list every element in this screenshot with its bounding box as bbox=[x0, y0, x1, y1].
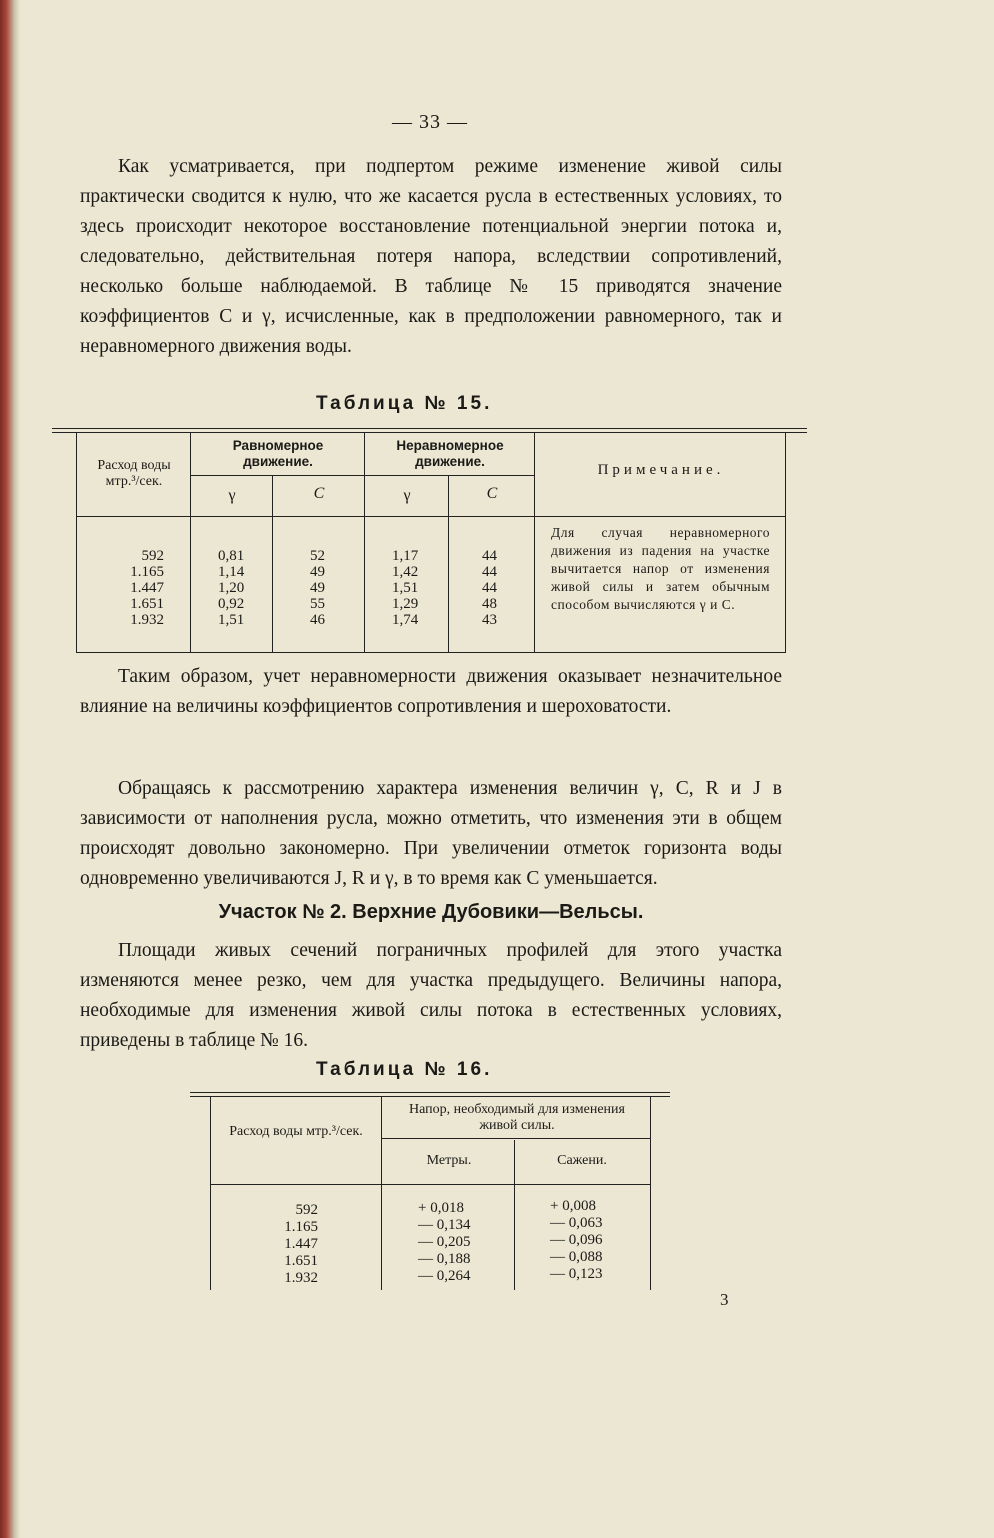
table-cell: — 0,096 bbox=[550, 1232, 603, 1248]
section-title: Участок № 2. Верхние Дубовики—Вельсы. bbox=[218, 901, 644, 923]
table-15-sub-gamma-2: γ bbox=[403, 487, 411, 504]
paragraph-3: Обращаясь к рассмотрению характера изменения величин γ, C, R и J в зависимости от наполнения русла, можно отметить, что изменения эти в общем происходят довольно закономерно. При увеличении отметок горизонта воды одновременно увеличиваются J, R и γ, в то время как C уменьшается. bbox=[80, 778, 782, 889]
table-15-divider-2 bbox=[272, 475, 273, 652]
table-cell: — 0,134 bbox=[418, 1217, 471, 1233]
table-15-col-uniform-c bbox=[310, 548, 350, 628]
table-cell: 48 bbox=[482, 596, 497, 612]
table-15-bottom-rule bbox=[76, 652, 786, 653]
table-cell: 1.932 bbox=[284, 1270, 318, 1286]
table-cell: 43 bbox=[482, 612, 497, 628]
table-cell: 1,17 bbox=[392, 548, 419, 564]
table-15-divider-3 bbox=[364, 432, 365, 652]
table-16-header-discharge: Расход воды мтр.³/сек. bbox=[229, 1124, 363, 1139]
paragraph-1: Как усматривается, при подпертом режиме изменение живой силы практически сводится к нулю, что же касается русла в естественных условиях, то здесь происходит некоторое восстановление потенциальной энергии потока и, следовательно, действительная потеря напора, вследствии сопротивлений, несколько больше наблюдаемой. В таблице № 15 приводятся значение коэффициентов C и γ, исчисленные, как в предположении равномерного, так и неравномерного движения воды. bbox=[80, 156, 782, 357]
table-15-sub-c-1: C bbox=[313, 485, 325, 502]
table-cell: 49 bbox=[310, 580, 325, 596]
table-16-top-rule-2 bbox=[190, 1096, 670, 1097]
table-cell: 55 bbox=[310, 596, 325, 612]
table-16-col-discharge bbox=[258, 1202, 318, 1287]
table-cell: 1,20 bbox=[218, 580, 245, 596]
table-15-note: Для случая неравномерного движения из падения на участке вычитается напор от изменения живой силы и затем обычным способом вычисляются γ и C. bbox=[551, 525, 770, 612]
table-15-divider-4 bbox=[448, 475, 449, 652]
table-15-subheader-rule bbox=[190, 475, 534, 476]
table-15-left-border bbox=[76, 432, 77, 652]
table-15-header-discharge: Расход воды мтр.³/сек. bbox=[97, 458, 171, 489]
table-cell: + 0,018 bbox=[418, 1200, 464, 1216]
table-15-sub-gamma-1: γ bbox=[228, 487, 236, 504]
table-cell: 1.447 bbox=[284, 1236, 318, 1252]
table-cell: — 0,264 bbox=[418, 1268, 471, 1284]
table-cell: 1.651 bbox=[284, 1253, 318, 1269]
table-cell: 44 bbox=[482, 548, 497, 564]
page-number: — 33 — bbox=[392, 111, 468, 133]
table-cell: 49 bbox=[310, 564, 325, 580]
table-cell: 1,74 bbox=[392, 612, 419, 628]
table-cell: 592 bbox=[141, 548, 164, 564]
table-cell: 1,29 bbox=[392, 596, 419, 612]
table-16-sub-meters: Метры. bbox=[426, 1153, 472, 1168]
table-cell: 1,51 bbox=[218, 612, 245, 628]
table-cell: 1,42 bbox=[392, 564, 419, 580]
table-16-title: Таблица № 16. bbox=[316, 1059, 493, 1080]
table-15-header-uniform: Равномерное движение. bbox=[232, 438, 324, 469]
table-16-col-meters bbox=[418, 1200, 508, 1285]
table-cell: 1,14 bbox=[218, 564, 245, 580]
table-16-left-border bbox=[210, 1096, 211, 1290]
table-15-sub-c-2: C bbox=[486, 485, 498, 502]
table-15-col-nonuniform-c bbox=[482, 548, 522, 628]
table-16-subheader-rule bbox=[382, 1138, 650, 1139]
table-cell: 1.447 bbox=[130, 580, 164, 596]
table-16-col-sazhen bbox=[550, 1198, 640, 1283]
table-cell: — 0,063 bbox=[550, 1215, 603, 1231]
table-cell: 0,92 bbox=[218, 596, 245, 612]
table-cell: 1.165 bbox=[130, 564, 164, 580]
table-15-top-rule-2 bbox=[52, 432, 807, 433]
table-cell: 1,51 bbox=[392, 580, 419, 596]
table-cell: — 0,188 bbox=[418, 1251, 471, 1267]
table-15-title: Таблица № 15. bbox=[316, 393, 493, 414]
table-cell: 1.651 bbox=[130, 596, 164, 612]
signature-mark: 3 bbox=[720, 1290, 729, 1309]
table-16-sub-sazhen: Сажени. bbox=[557, 1153, 607, 1168]
table-cell: — 0,205 bbox=[418, 1234, 471, 1250]
table-15-header-nonuniform: Неравномерное движение. bbox=[396, 438, 504, 469]
table-16-divider-2 bbox=[514, 1140, 515, 1290]
page-edge-shadow bbox=[14, 0, 20, 1538]
table-15-header-rule bbox=[76, 516, 786, 517]
table-cell: 46 bbox=[310, 612, 325, 628]
table-16-header-head: Напор, необходимый для изменения живой силы. bbox=[409, 1102, 625, 1133]
table-cell: 44 bbox=[482, 564, 497, 580]
table-16-right-border bbox=[650, 1096, 651, 1290]
table-15-right-border bbox=[785, 432, 786, 652]
paragraph-4: Площади живых сечений пограничных профилей для этого участка изменяются менее резко, чем для участка предыдущего. Величины напора, необходимые для изменения живой силы потока в естественных условиях, приведены в таблице № 16. bbox=[80, 940, 782, 1051]
table-15-col-discharge bbox=[104, 548, 164, 628]
table-cell: 0,81 bbox=[218, 548, 245, 564]
table-cell: 1.165 bbox=[284, 1219, 318, 1235]
table-cell: 1.932 bbox=[130, 612, 164, 628]
table-15-divider-5 bbox=[534, 432, 535, 652]
table-cell: 52 bbox=[310, 548, 325, 564]
table-15-header-note: Примечание. bbox=[597, 462, 725, 478]
table-cell: 44 bbox=[482, 580, 497, 596]
paragraph-2: Таким образом, учет неравномерности движения оказывает незначительное влияние на величины коэффициентов сопротивления и шероховатости. bbox=[80, 666, 782, 717]
table-15-col-nonuniform-gamma bbox=[392, 548, 442, 628]
table-16-divider-1 bbox=[381, 1096, 382, 1290]
table-cell: — 0,088 bbox=[550, 1249, 603, 1265]
book-spine bbox=[0, 0, 14, 1538]
table-cell: 592 bbox=[295, 1202, 318, 1218]
table-cell: — 0,123 bbox=[550, 1266, 603, 1282]
table-16-header-rule bbox=[210, 1184, 650, 1185]
table-15-col-uniform-gamma bbox=[218, 548, 268, 628]
table-15-top-rule bbox=[52, 428, 807, 429]
table-cell: + 0,008 bbox=[550, 1198, 596, 1214]
table-15-divider-1 bbox=[190, 432, 191, 652]
table-16-top-rule bbox=[190, 1092, 670, 1093]
